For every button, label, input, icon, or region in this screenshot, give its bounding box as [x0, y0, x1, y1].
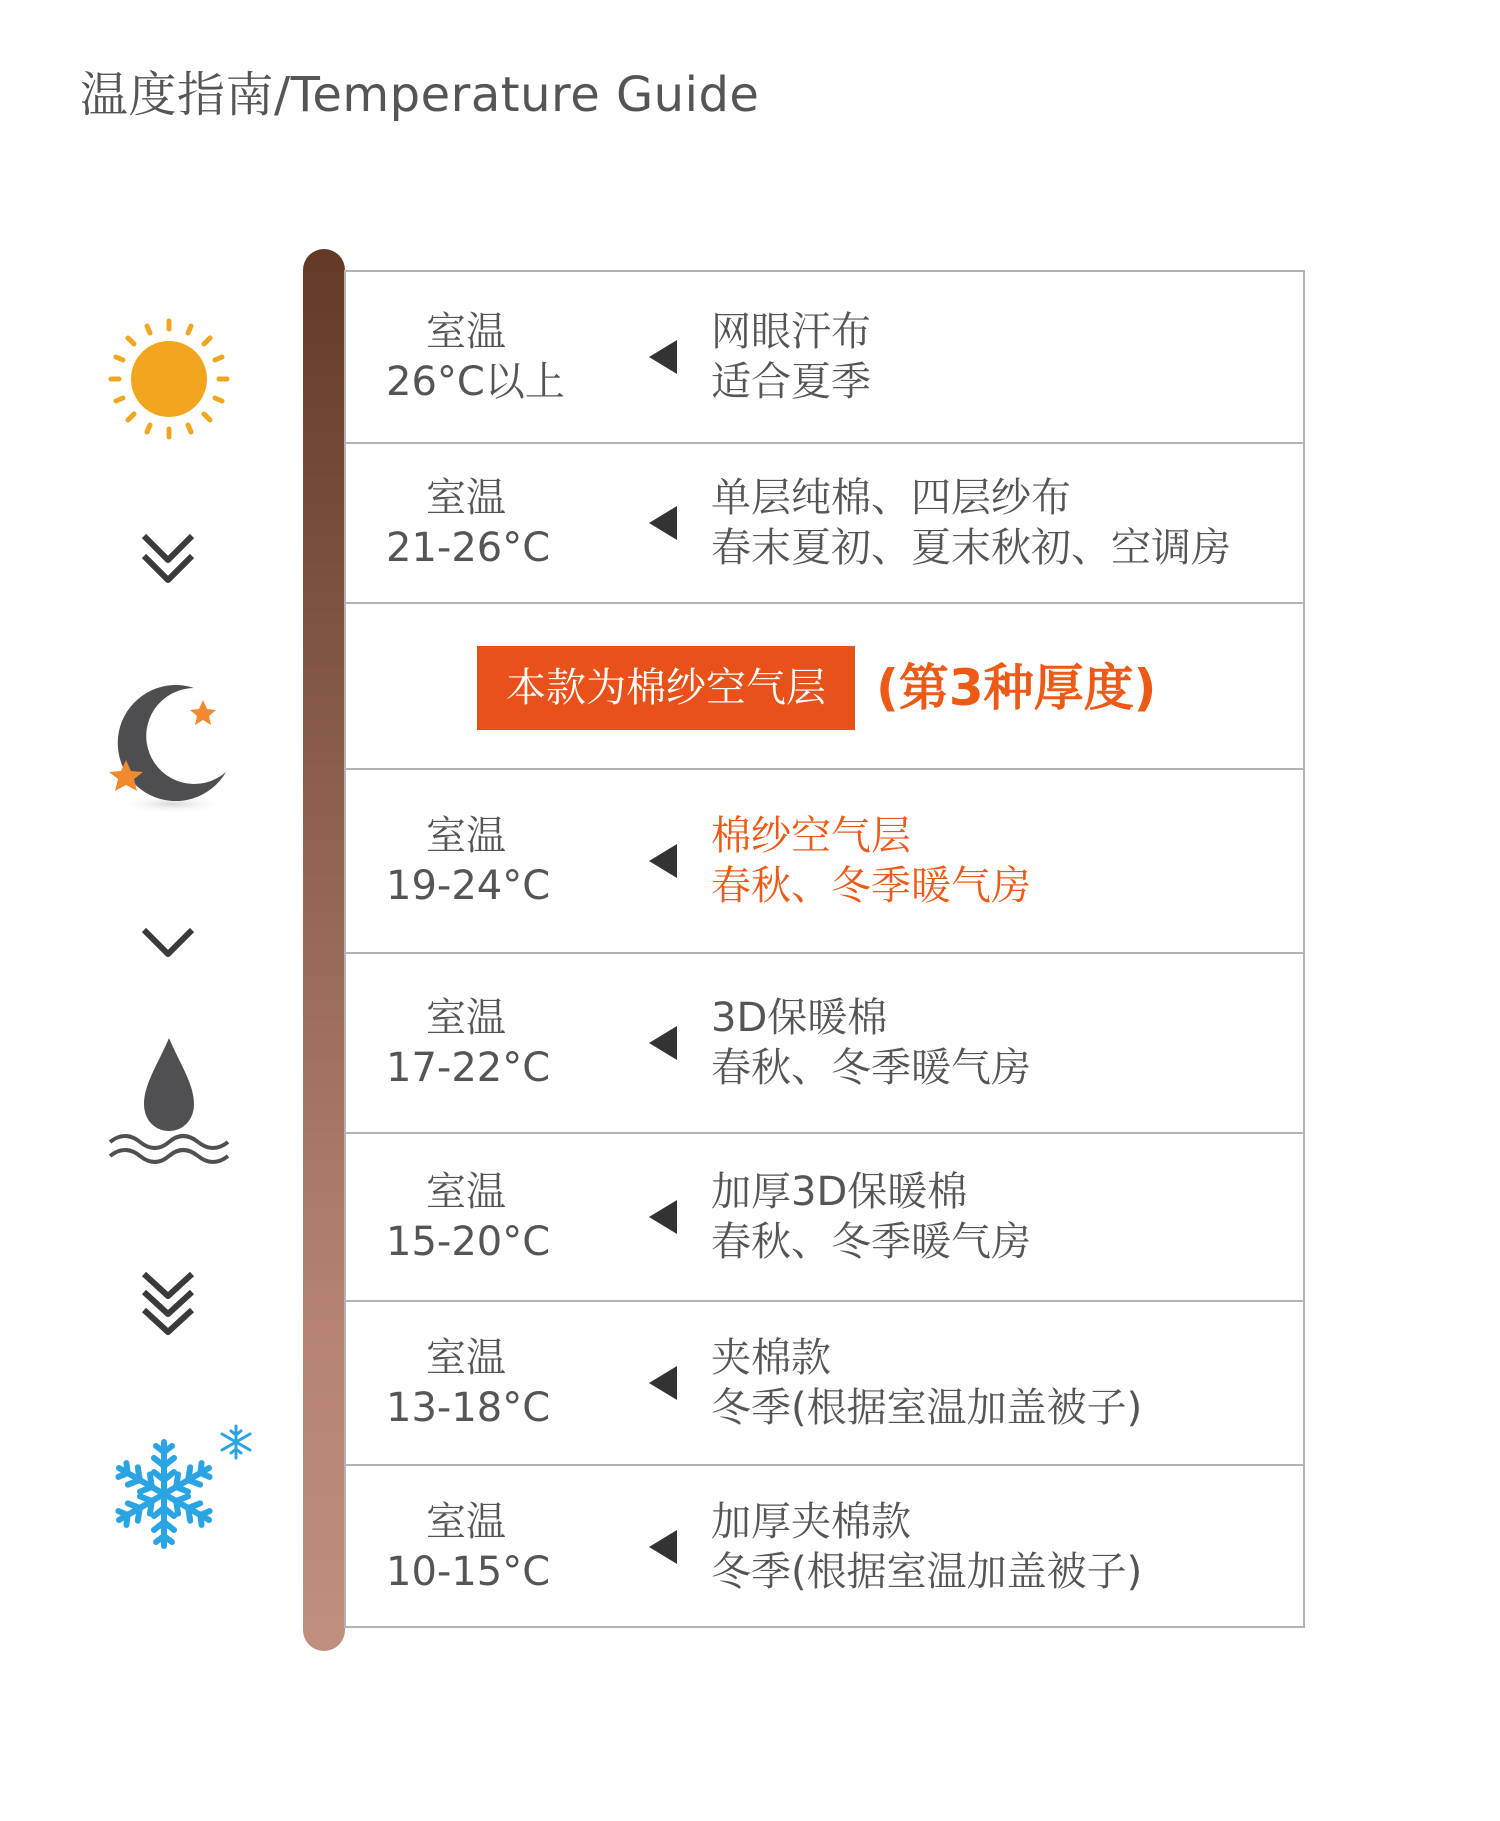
table-row	[346, 1134, 1303, 1302]
fabric-name: 网眼汗布	[711, 309, 871, 355]
thickness-note: (第3种厚度)	[876, 659, 1157, 717]
temp-range: 10-15°C	[386, 1549, 551, 1595]
temperature-cell	[386, 993, 551, 1093]
arrow-left-icon	[649, 506, 677, 540]
temp-label: 室温	[426, 1335, 506, 1381]
fabric-name: 单层纯棉、四层纱布	[711, 475, 1071, 521]
fabric-description	[711, 1333, 1142, 1433]
fabric-season: 冬季(根据室温加盖被子)	[711, 1549, 1143, 1595]
chevron-down-icon	[138, 922, 198, 962]
temp-range: 17-22°C	[386, 1045, 551, 1091]
sun-icon	[108, 318, 230, 440]
table-row	[346, 1302, 1303, 1466]
double-chevron-down-icon	[138, 1268, 198, 1344]
fabric-season: 春末夏初、夏末秋初、空调房	[711, 525, 1231, 571]
temp-label: 室温	[426, 1169, 506, 1215]
arrow-left-icon	[649, 844, 677, 878]
promo-row	[346, 604, 1303, 770]
temperature-cell	[386, 307, 565, 407]
fabric-description-highlighted	[711, 811, 1031, 911]
temp-label: 室温	[426, 475, 506, 521]
double-chevron-down-icon	[138, 530, 198, 590]
fabric-name: 棉纱空气层	[711, 813, 911, 859]
fabric-name: 加厚3D保暖棉	[711, 1169, 968, 1215]
fabric-description	[711, 993, 1031, 1093]
temperature-cell	[386, 473, 551, 573]
fabric-season: 适合夏季	[711, 359, 871, 405]
temp-label: 室温	[426, 813, 506, 859]
temperature-cell	[386, 811, 551, 911]
fabric-name: 夹棉款	[711, 1335, 831, 1381]
water-drop-icon	[106, 1034, 232, 1168]
temperature-cell	[386, 1497, 551, 1597]
fabric-description	[711, 307, 871, 407]
fabric-season: 冬季(根据室温加盖被子)	[711, 1385, 1143, 1431]
fabric-description	[711, 473, 1231, 573]
fabric-season: 春秋、冬季暖气房	[711, 1219, 1031, 1265]
fabric-season: 春秋、冬季暖气房	[711, 863, 1031, 909]
arrow-left-icon	[649, 1530, 677, 1564]
temp-range: 21-26°C	[386, 525, 551, 571]
temp-label: 室温	[426, 1499, 506, 1545]
page-title: 温度指南/Temperature Guide	[80, 67, 760, 123]
temp-label: 室温	[426, 309, 506, 355]
temperature-guide-table	[344, 270, 1305, 1628]
temperature-cell	[386, 1167, 551, 1267]
table-row	[346, 444, 1303, 604]
arrow-left-icon	[649, 340, 677, 374]
snowflake-icon	[106, 1420, 256, 1550]
arrow-left-icon	[649, 1026, 677, 1060]
current-product-badge: 本款为棉纱空气层	[477, 646, 855, 730]
temp-range: 19-24°C	[386, 863, 551, 909]
temperature-cell	[386, 1333, 551, 1433]
arrow-left-icon	[649, 1366, 677, 1400]
fabric-description	[711, 1167, 1031, 1267]
table-row	[346, 954, 1303, 1134]
table-row	[346, 770, 1303, 954]
temperature-gauge-bar	[303, 249, 345, 1651]
moon-stars-icon	[106, 670, 236, 820]
fabric-name: 加厚夹棉款	[711, 1499, 911, 1545]
temp-range: 13-18°C	[386, 1385, 551, 1431]
table-row	[346, 272, 1303, 444]
temp-range: 26°C以上	[386, 359, 565, 405]
temp-label: 室温	[426, 995, 506, 1041]
fabric-name: 3D保暖棉	[711, 995, 888, 1041]
table-row	[346, 1466, 1303, 1628]
arrow-left-icon	[649, 1200, 677, 1234]
fabric-description	[711, 1497, 1142, 1597]
fabric-season: 春秋、冬季暖气房	[711, 1045, 1031, 1091]
temp-range: 15-20°C	[386, 1219, 551, 1265]
